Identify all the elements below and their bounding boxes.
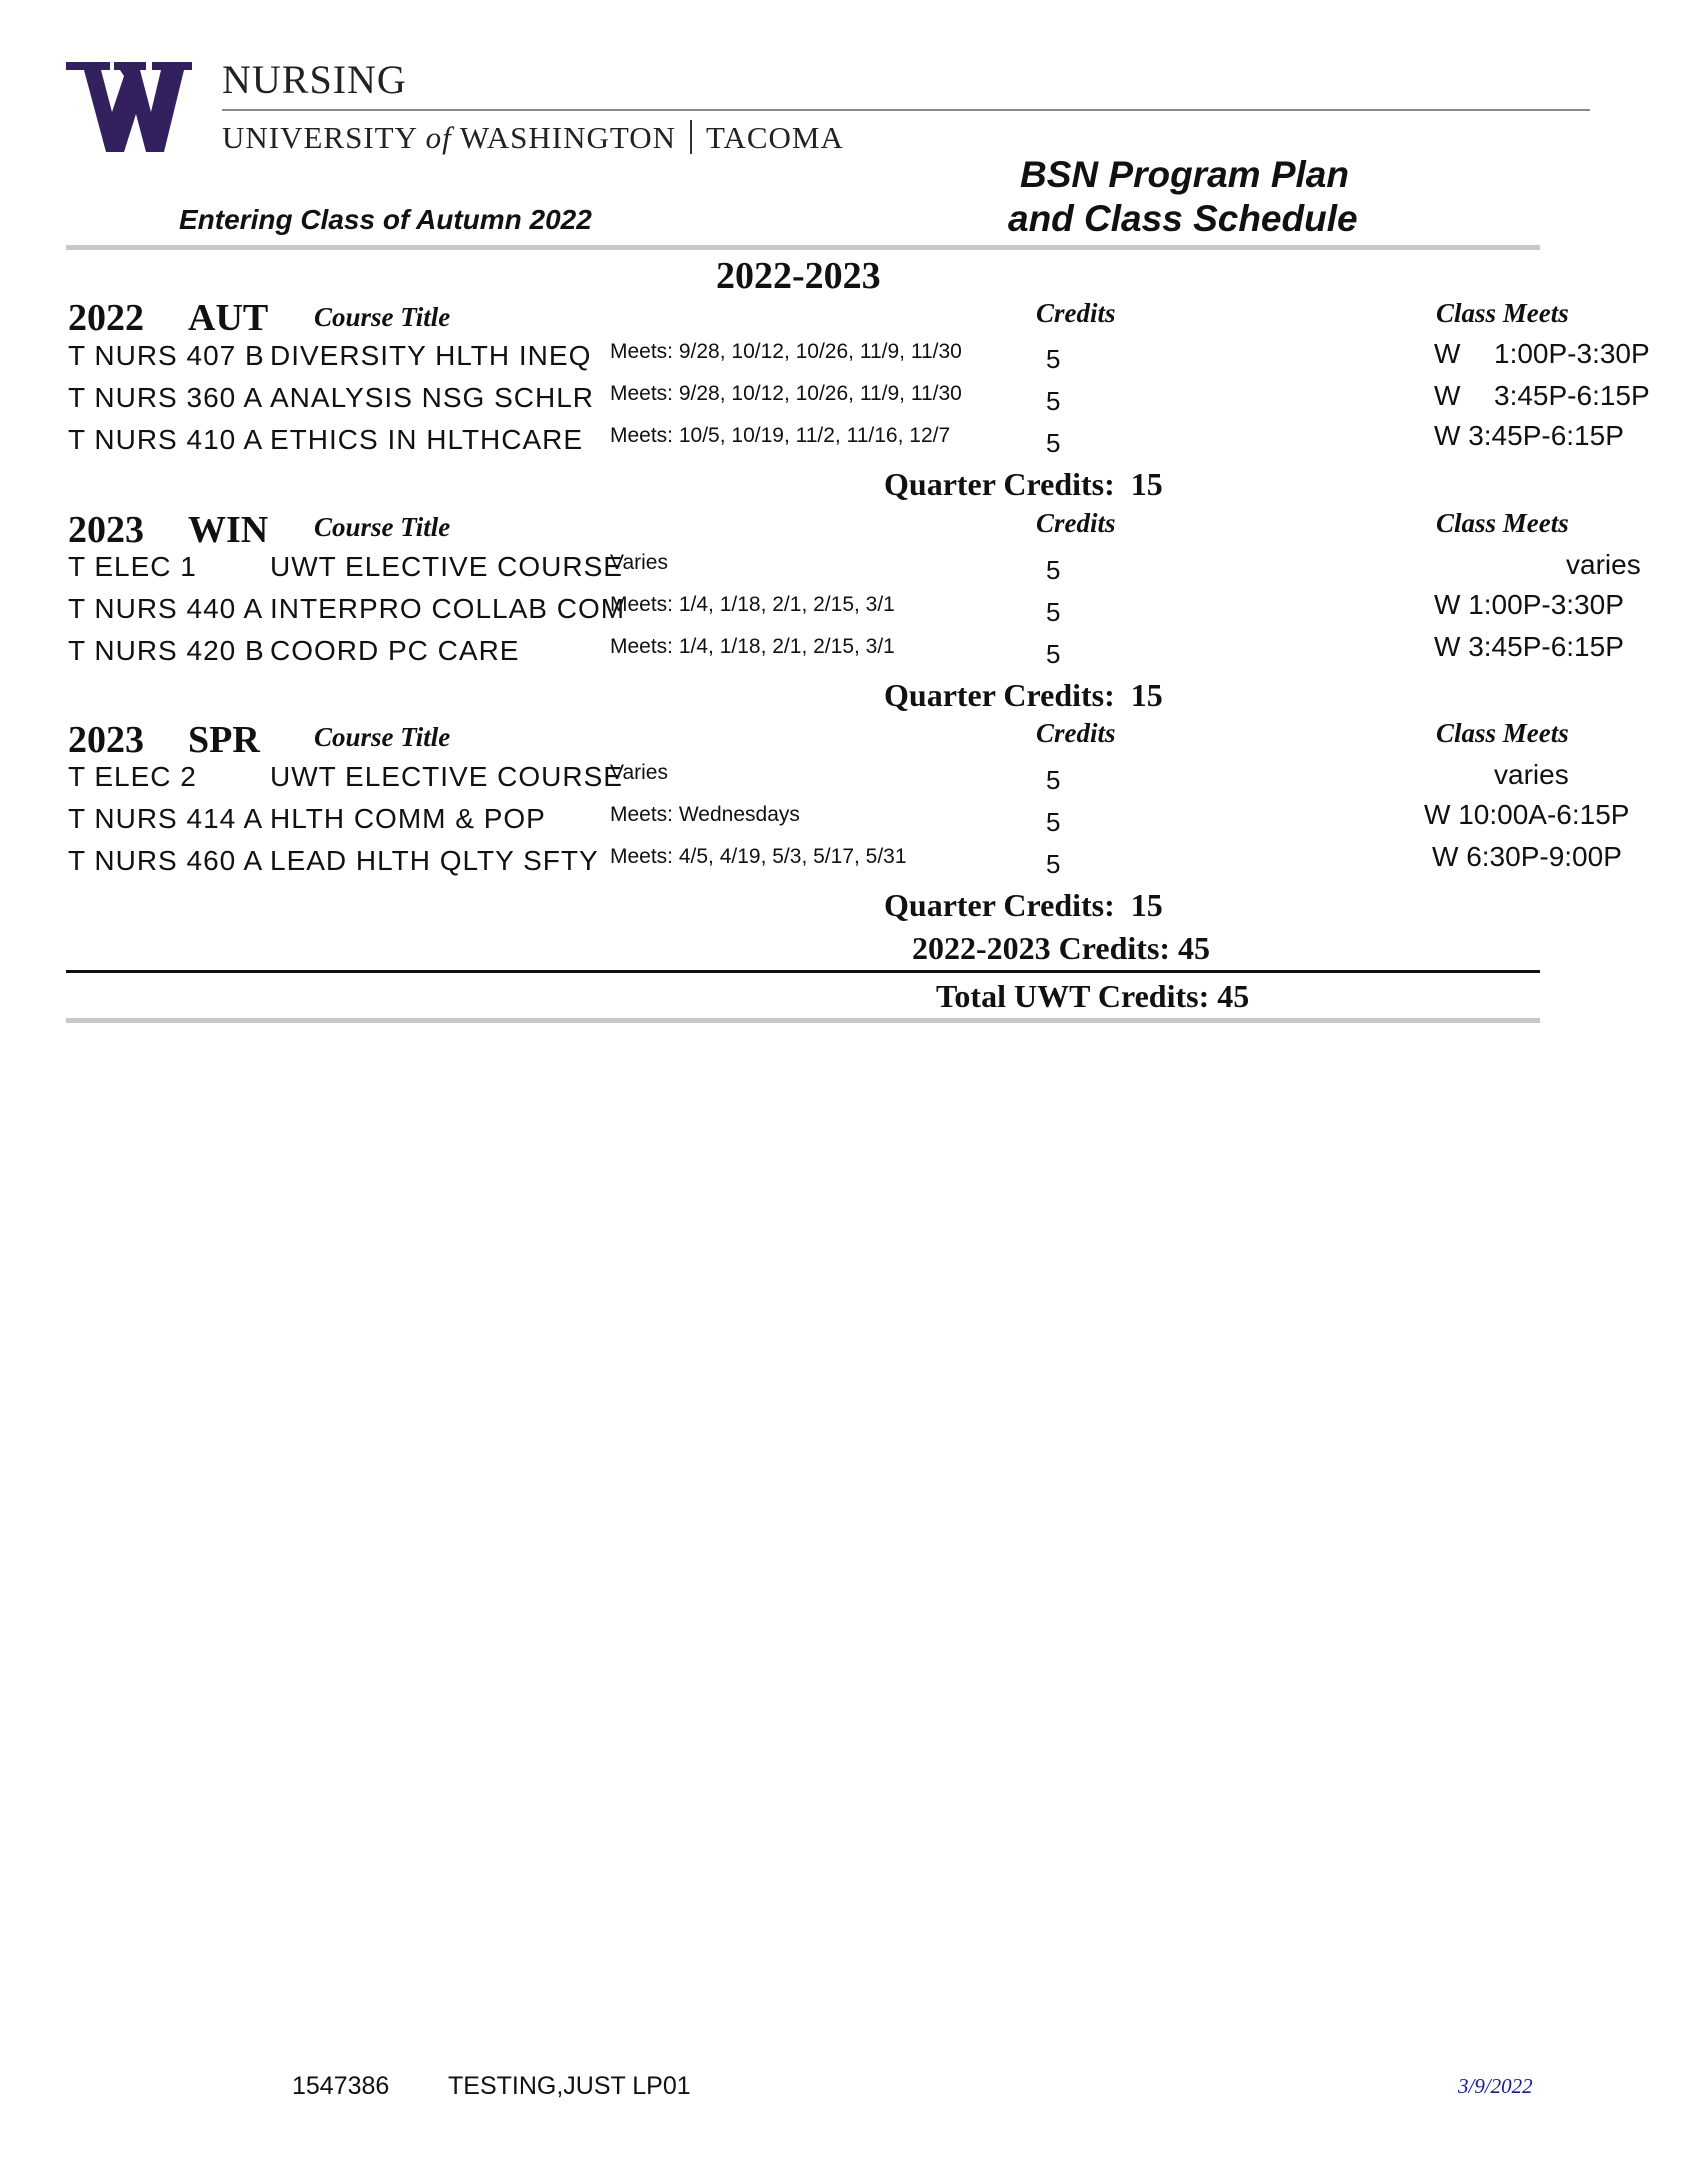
quarter-year: 2023	[68, 719, 144, 761]
quarter-credits	[884, 677, 1163, 714]
student-name: TESTING,JUST LP01	[448, 2072, 691, 2100]
course-credits: 5	[1046, 597, 1061, 627]
quarter-credits-value: 15	[1130, 466, 1163, 502]
quarter-term: AUT	[188, 297, 269, 339]
course-meet-dates: Meets: 10/5, 10/19, 11/2, 11/16, 12/7	[610, 424, 951, 447]
class-time: W 6:30P-9:00P	[1432, 841, 1622, 872]
course-title: HLTH COMM & POP	[270, 803, 546, 834]
quarter-credits	[884, 466, 1163, 503]
quarter-year: 2023	[68, 509, 144, 551]
course-code: T NURS 407 B	[68, 340, 265, 371]
course-credits: 5	[1046, 344, 1061, 374]
course-credits: 5	[1046, 555, 1061, 585]
quarter-credits-label: Quarter Credits:	[884, 677, 1115, 713]
class-time: W 10:00A-6:15P	[1424, 799, 1630, 830]
course-credits: 5	[1046, 849, 1061, 879]
class-time: varies	[1566, 549, 1641, 580]
course-meet-dates: Meets: 1/4, 1/18, 2/1, 2/15, 3/1	[610, 635, 895, 658]
university-line	[222, 120, 844, 156]
course-code: T ELEC 2	[68, 761, 197, 792]
quarter-credits-label: Quarter Credits:	[884, 887, 1115, 923]
quarter-credits-value: 15	[1130, 677, 1163, 713]
header-divider	[66, 245, 1540, 250]
print-date: 3/9/2022	[1458, 2074, 1533, 2098]
course-credits: 5	[1046, 765, 1061, 795]
course-title: LEAD HLTH QLTY SFTY	[270, 845, 599, 876]
quarter-year: 2022	[68, 297, 144, 339]
logo-rule	[222, 109, 1590, 111]
university-name: WASHINGTON	[459, 120, 677, 155]
course-credits: 5	[1046, 428, 1061, 458]
credits-header: Credits	[1036, 298, 1116, 328]
class-time: 3:45P-6:15P	[1494, 380, 1650, 411]
course-code: T ELEC 1	[68, 551, 197, 582]
course-code: T NURS 360 A	[68, 382, 264, 413]
course-title-header: Course Title	[314, 302, 451, 332]
course-title: ETHICS IN HLTHCARE	[270, 424, 584, 455]
course-meet-dates: Varies	[610, 551, 668, 574]
course-title: INTERPRO COLLAB COM	[270, 593, 626, 624]
totals-divider	[66, 970, 1540, 973]
year-credits-total: 2022-2023 Credits: 45	[912, 930, 1211, 966]
student-id: 1547386	[292, 2072, 390, 2100]
course-code: T NURS 420 B	[68, 635, 265, 666]
class-meets-header: Class Meets	[1436, 718, 1569, 748]
class-time: W 1:00P-3:30P	[1434, 589, 1624, 620]
course-code: T NURS 414 A	[68, 803, 264, 834]
course-credits: 5	[1046, 639, 1061, 669]
class-meets-header: Class Meets	[1436, 298, 1569, 328]
course-title: UWT ELECTIVE COURSE	[270, 551, 623, 582]
course-code: T NURS 410 A	[68, 424, 264, 455]
quarter-term: SPR	[188, 719, 260, 761]
university-of: of	[425, 120, 452, 155]
course-title-header: Course Title	[314, 512, 451, 542]
university-prefix: UNIVERSITY	[222, 120, 417, 155]
course-title-header: Course Title	[314, 722, 451, 752]
quarter-credits-label: Quarter Credits:	[884, 466, 1115, 502]
course-code: T NURS 460 A	[68, 845, 264, 876]
credits-header: Credits	[1036, 508, 1116, 538]
class-time: varies	[1494, 759, 1569, 790]
course-meet-dates: Meets: 9/28, 10/12, 10/26, 11/9, 11/30	[610, 382, 962, 405]
plan-title-line2: and Class Schedule	[1008, 198, 1358, 239]
org-name: NURSING	[222, 57, 407, 102]
class-time: W 3:45P-6:15P	[1434, 631, 1624, 662]
campus-name: TACOMA	[706, 120, 844, 155]
course-meet-dates: Meets: 4/5, 4/19, 5/3, 5/17, 5/31	[610, 845, 907, 868]
entering-class: Entering Class of Autumn 2022	[179, 204, 592, 235]
credits-header: Credits	[1036, 718, 1116, 748]
course-credits: 5	[1046, 386, 1061, 416]
course-credits: 5	[1046, 807, 1061, 837]
class-day: W	[1434, 338, 1461, 369]
class-time: 1:00P-3:30P	[1494, 338, 1650, 369]
course-code: T NURS 440 A	[68, 593, 264, 624]
quarter-credits	[884, 887, 1163, 924]
course-title: COORD PC CARE	[270, 635, 520, 666]
plan-title-line1: BSN Program Plan	[1020, 154, 1349, 195]
quarter-term: WIN	[188, 509, 269, 551]
course-meet-dates: Meets: 9/28, 10/12, 10/26, 11/9, 11/30	[610, 340, 962, 363]
class-day: W	[1434, 380, 1461, 411]
class-time: W 3:45P-6:15P	[1434, 420, 1624, 451]
class-meets-header: Class Meets	[1436, 508, 1569, 538]
course-meet-dates: Meets: 1/4, 1/18, 2/1, 2/15, 3/1	[610, 593, 895, 616]
course-title: ANALYSIS NSG SCHLR	[270, 382, 595, 413]
academic-year-heading: 2022-2023	[716, 255, 881, 297]
campus-separator	[690, 120, 692, 154]
uw-logo-icon	[66, 62, 192, 152]
course-meet-dates: Varies	[610, 761, 668, 784]
course-title: UWT ELECTIVE COURSE	[270, 761, 623, 792]
course-meet-dates: Meets: Wednesdays	[610, 803, 800, 826]
quarter-credits-value: 15	[1130, 887, 1163, 923]
total-uwt-credits: Total UWT Credits: 45	[936, 978, 1250, 1014]
footer-divider	[66, 1018, 1540, 1023]
course-title: DIVERSITY HLTH INEQ	[270, 340, 592, 371]
